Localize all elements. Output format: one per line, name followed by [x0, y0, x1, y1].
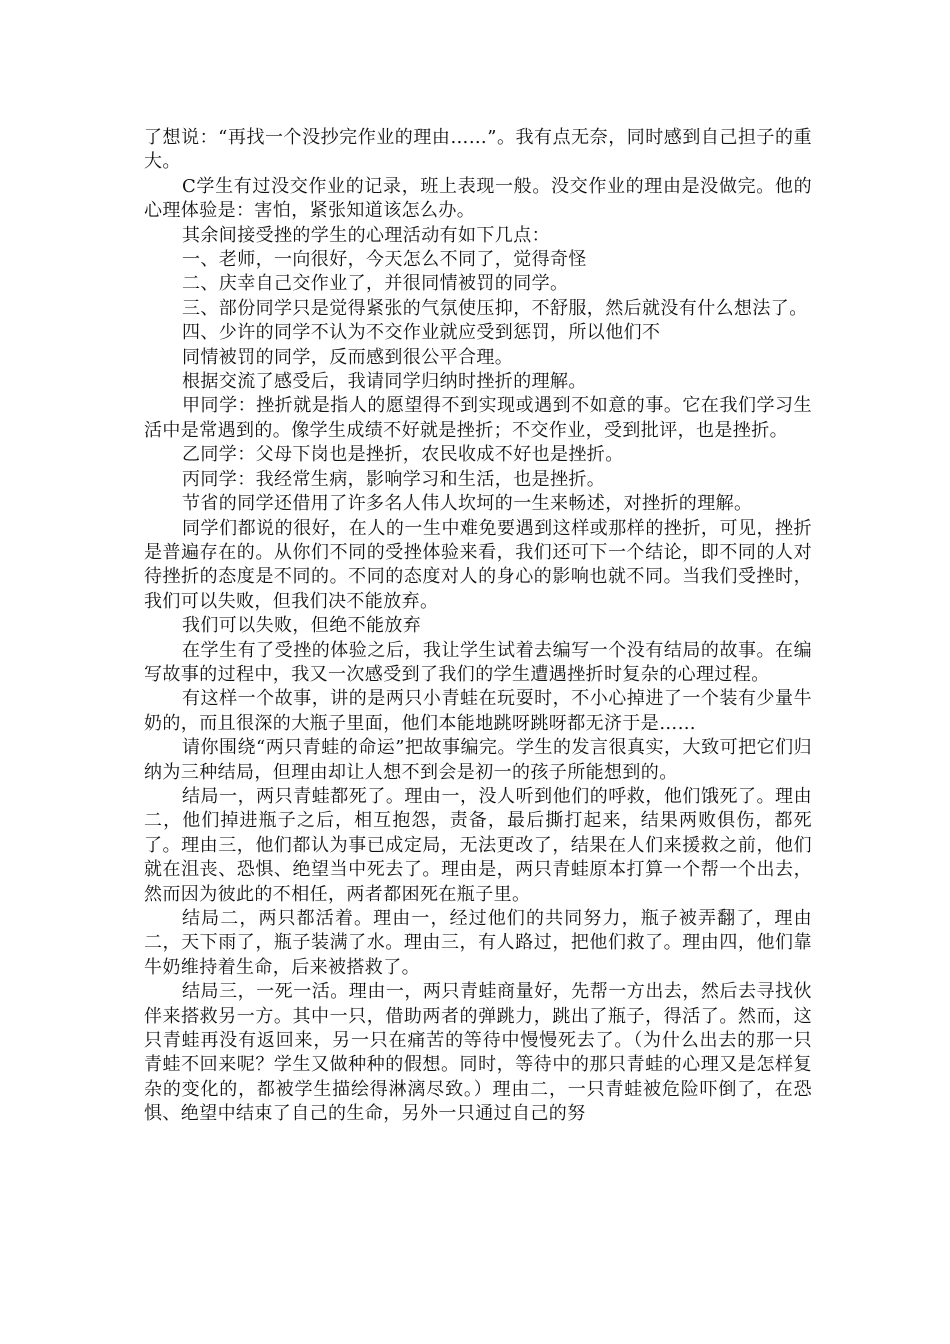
paragraph-16: 在学生有了受挫的体验之后，我让学生试着去编写一个没有结局的故事。在编写故事的过程中，我又一次感受到了我们的学生遭遇挫折时复杂的心理过程。 [144, 639, 812, 685]
paragraph-19: 结局一，两只青蛙都死了。理由一，没人听到他们的呼救，他们饿死了。理由二，他们掉进瓶子之后，相互抱怨，责备，最后撕打起来，结果两败俱伤，都死了。理由三，他们都认为事已成定局，无法更改了，结果在人们来援救之前，他们就在沮丧、恐惧、绝望当中死去了。理由是，两只青蛙原本打算一个帮一个出去，然而因为彼此的不相任，两者都困死在瓶子里。 [144, 785, 812, 905]
paragraph-20: 结局二，两只都活着。理由一，经过他们的共同努力，瓶子被弄翻了，理由二，天下雨了，瓶子装满了水。理由三，有人路过，把他们救了。理由四，他们靠牛奶维持着生命，后来被搭救了。 [144, 908, 812, 978]
paragraph-2: C学生有过没交作业的记录，班上表现一般。没交作业的理由是没做完。他的心理体验是：害怕，紧张知道该怎么办。 [144, 175, 812, 222]
paragraph-10: 甲同学：挫折就是指人的愿望得不到实现或遇到不如意的事。它在我们学习生活中是常遇到的。像学生成绩不好就是挫折；不交作业，受到批评，也是挫折。 [144, 395, 812, 441]
paragraph-7: 四、少许的同学不认为不交作业就应受到惩罚，所以他们不 [182, 322, 661, 344]
paragraph-12: 丙同学：我经常生病，影响学习和生活，也是挫折。 [182, 468, 606, 490]
paragraph-3: 其余间接受挫的学生的心理活动有如下几点： [182, 224, 550, 246]
document-page [144, 126, 812, 1127]
paragraph-15: 我们可以失败，但绝不能放弃 [182, 615, 422, 637]
paragraph-1: 了想说：“再找一个没抄完作业的理由……”。我有点无奈，同时感到自己担子的重大。 [144, 127, 812, 173]
paragraph-5: 二、庆幸自己交作业了，并很同情被罚的同学。 [182, 273, 569, 295]
paragraph-13: 节省的同学还借用了许多名人伟人坎坷的一生来畅述，对挫折的理解。 [182, 493, 753, 515]
paragraph-21: 结局三，一死一活。理由一，两只青蛙商量好，先帮一方出去，然后去寻找伙伴来搭救另一方。其中一只，借助两者的弹跳力，跳出了瓶子，得活了。然而，这只青蛙再没有返回来，另一只在痛苦的等待中慢慢死去了。（为什么出去的那一只青蛙不回来呢？学生又做种种的假想。同时，等待中的那只青蛙的心理又是怎样复杂的变化的，都被学生描绘得淋漓尽致。）理由二，一只青蛙被危险吓倒了，在恐惧、绝望中结束了自己的生命，另外一只通过自己的努 [144, 981, 812, 1125]
paragraph-14: 同学们都说的很好，在人的一生中难免要遇到这样或那样的挫折，可见，挫折是普遍存在的。从你们不同的受挫体验来看，我们还可下一个结论，即不同的人对待挫折的态度是不同的。不同的态度对人的身心的影响也就不同。当我们受挫时，我们可以失败，但我们决不能放弃。 [144, 517, 812, 612]
paragraph-18: 请你围绕“两只青蛙的命运”把故事编完。学生的发言很真实，大致可把它们归纳为三种结局，但理由却让人想不到会是初一的孩子所能想到的。 [144, 737, 812, 783]
paragraph-4: 一、老师，一向很好，今天怎么不同了，觉得奇怪 [182, 249, 587, 271]
paragraph-11: 乙同学：父母下岗也是挫折，农民收成不好也是挫折。 [182, 444, 624, 466]
paragraph-9: 根据交流了感受后，我请同学归纳时挫折的理解。 [182, 371, 587, 393]
paragraph-8: 同情被罚的同学，反而感到很公平合理。 [182, 346, 514, 368]
paragraph-6: 三、部份同学只是觉得紧张的气氛使压抑，不舒服，然后就没有什么想法了。 [182, 297, 808, 319]
paragraph-17: 有这样一个故事，讲的是两只小青蛙在玩耍时，不小心掉进了一个装有少量牛奶的，而且很深的大瓶子里面，他们本能地跳呀跳呀都无济于是…… [144, 688, 812, 734]
